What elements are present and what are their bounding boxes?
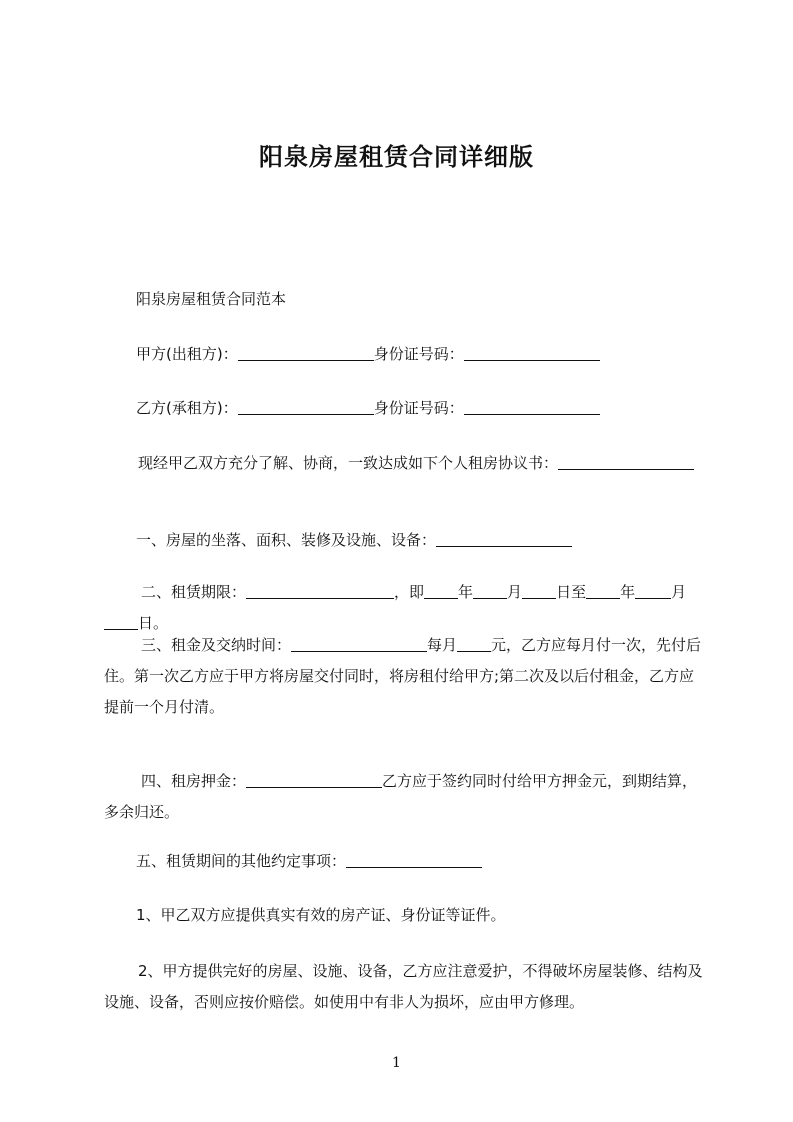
section-4-text: 乙方应于签约同时付给甲方押金元，到期结算，多余归还。 (104, 772, 698, 821)
section-4-label: 四、租房押金： (141, 772, 247, 790)
section-3 (104, 630, 704, 723)
term-blank (246, 582, 394, 599)
rent-blank (291, 635, 427, 652)
agreement-paragraph (104, 448, 704, 479)
party-a-id-label: 身份证号码： (373, 345, 464, 363)
party-a-label: 甲方(出租方)： (136, 345, 238, 363)
party-b-id-label: 身份证号码： (373, 399, 464, 417)
party-b-label: 乙方(承租方)： (136, 399, 238, 417)
agreement-blank (558, 453, 670, 470)
section-1-text: 一、房屋的坐落、面积、装修及设施、设备： (136, 531, 437, 549)
agreement-blank-wrap (670, 453, 694, 470)
section-2-nian-1: 年 (458, 583, 474, 601)
agreement-text: 现经甲乙双方充分了解、协商，一致达成如下个人租房协议书： (138, 454, 559, 472)
party-a-line (136, 339, 736, 370)
page-number: 1 (392, 1055, 401, 1071)
end-day-blank (104, 613, 138, 630)
section-2-rizhi: 日至 (556, 583, 587, 601)
section-3-label: 三、租金及交纳时间： (141, 636, 292, 654)
party-b-line (136, 393, 736, 424)
section-1 (136, 525, 736, 556)
section-2-ji: ，即 (394, 583, 425, 601)
start-year-blank (424, 582, 458, 599)
item-2: 2、甲方提供完好的房屋、设施、设备，乙方应注意爱护，不得破坏房屋装修、结构及设施、设备，否则应按价赔偿。如使用中有非人为损坏，应由甲方修理。 (104, 962, 703, 1011)
section-5-text: 五、租赁期间的其他约定事项： (136, 852, 347, 870)
monthly-amount-blank (457, 635, 491, 652)
end-month-blank (635, 582, 671, 599)
section-2-ri-end: 日。 (138, 614, 169, 632)
section-2-nian-2: 年 (620, 583, 636, 601)
party-a-name-blank (238, 344, 374, 361)
section-3-meiyue: 每月 (427, 636, 458, 654)
section-1-blank (436, 530, 572, 547)
section-2-label: 二、租赁期限： (141, 583, 247, 601)
document-title: 阳泉房屋租赁合同详细版 (259, 143, 534, 171)
party-b-name-blank (238, 398, 374, 415)
section-5-blank (346, 851, 482, 868)
section-2-yue-2: 月 (671, 583, 687, 601)
section-2-yue-1: 月 (507, 583, 523, 601)
party-a-id-blank (464, 344, 600, 361)
section-4 (104, 766, 704, 828)
item-1: 1、甲乙双方应提供真实有效的房产证、身份证等证件。 (136, 906, 506, 924)
section-5 (136, 846, 736, 877)
party-b-id-blank (464, 398, 600, 415)
section-3-text: 元，乙方应每月付一次，先付后住。第一次乙方应于甲方将房屋交付同时，将房租付给甲方;第二次及以后付租金，乙方应提前一个月付清。 (104, 636, 702, 716)
start-month-blank (473, 582, 507, 599)
end-year-blank (586, 582, 620, 599)
subtitle: 阳泉房屋租赁合同范本 (136, 290, 287, 308)
deposit-blank (246, 771, 382, 788)
start-day-blank (522, 582, 556, 599)
